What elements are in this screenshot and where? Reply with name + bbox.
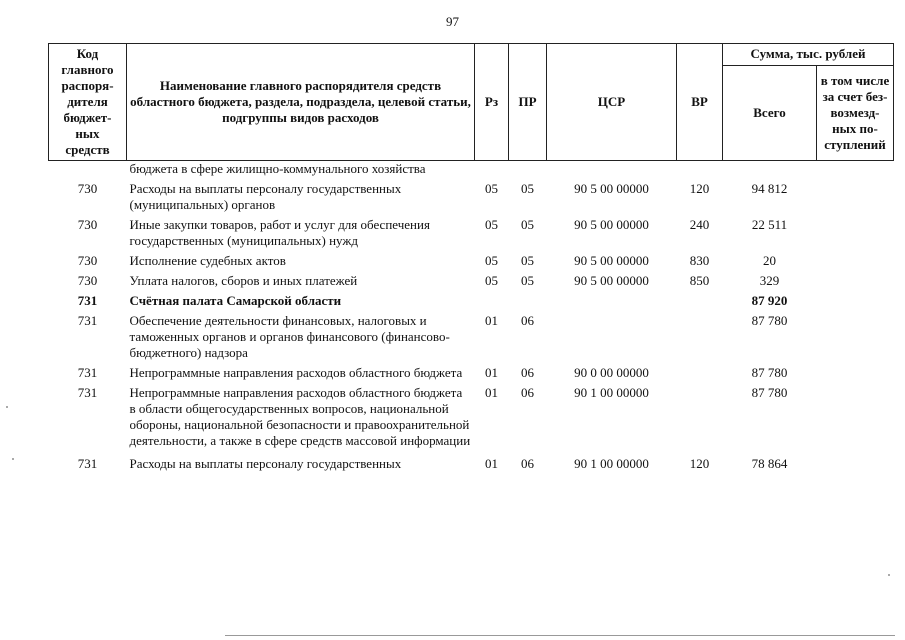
cell-vr: 240: [689, 217, 710, 232]
cell-code: 731: [77, 313, 98, 328]
header-rz: Рз: [475, 44, 509, 161]
cell-vr: 850: [689, 273, 710, 288]
cell-name: Счётная палата Самарской области: [129, 293, 342, 308]
budget-table: [48, 43, 894, 475]
cell-grants: [817, 216, 894, 252]
cell-csr: [547, 161, 677, 181]
cell-total: 87 780: [751, 365, 788, 380]
header-sum: Сумма, тыс. рублей: [723, 44, 894, 66]
cell-code: 731: [77, 293, 98, 308]
cell-grants: [817, 180, 894, 216]
cell-vr: [677, 364, 723, 384]
cell-csr: 90 1 00 00000: [574, 456, 649, 471]
cell-rz: 05: [485, 217, 498, 232]
cell-total: [723, 161, 817, 181]
cell-csr: 90 1 00 00000: [574, 385, 649, 400]
cell-pr: 06: [521, 365, 534, 380]
cell-grants: [817, 312, 894, 364]
header-csr: ЦСР: [547, 44, 677, 161]
cell-csr: 90 5 00 00000: [574, 253, 649, 268]
table-row: [49, 180, 894, 216]
cell-csr: [547, 292, 677, 312]
cell-vr: 120: [689, 181, 710, 196]
cell-grants: [817, 292, 894, 312]
table-row: [49, 384, 894, 452]
cell-name: Иные закупки товаров, работ и услуг для обеспечения государственных (муниципальных) нужд: [129, 217, 430, 248]
cell-pr: 06: [521, 313, 534, 328]
table-header: [49, 44, 894, 161]
cell-rz: [475, 161, 509, 181]
cell-rz: 01: [485, 456, 498, 471]
cell-name: Расходы на выплаты персоналу государственных (муниципальных) органов: [129, 181, 402, 212]
cell-vr: 120: [689, 456, 710, 471]
cell-csr: 90 5 00 00000: [574, 217, 649, 232]
table-row: [49, 161, 894, 181]
cell-vr: [677, 292, 723, 312]
table-row: [49, 216, 894, 252]
cell-name: Уплата налогов, сборов и иных платежей: [129, 273, 358, 288]
cell-code: 730: [77, 273, 98, 288]
cell-vr: [677, 161, 723, 181]
table-row: [49, 272, 894, 292]
cell-pr: [509, 292, 547, 312]
cell-grants: [817, 364, 894, 384]
cell-vr: [677, 384, 723, 452]
header-pr: ПР: [509, 44, 547, 161]
cell-code: 730: [77, 181, 98, 196]
cell-csr: 90 5 00 00000: [574, 181, 649, 196]
cell-rz: 05: [485, 181, 498, 196]
cell-total: 22 511: [751, 217, 788, 232]
header-name: Наименование главного распорядителя средств областного бюджета, раздела, подраздела, целевой статьи, подгруппы видов расходов: [127, 44, 475, 161]
cell-name: Непрограммные направления расходов областного бюджета: [129, 365, 463, 380]
table-row: [49, 252, 894, 272]
table-row-department: [49, 292, 894, 312]
table-row: [49, 364, 894, 384]
cell-csr: [547, 312, 677, 364]
cell-rz: 01: [485, 385, 498, 400]
header-vr: ВР: [677, 44, 723, 161]
cell-total: 329: [759, 273, 780, 288]
scan-speck: [12, 458, 14, 460]
cell-total: 94 812: [751, 181, 788, 196]
cell-total: 87 920: [751, 293, 788, 308]
cell-code: 731: [77, 385, 98, 400]
cell-pr: 05: [521, 273, 534, 288]
table-row: [49, 312, 894, 364]
header-total: Всего: [723, 65, 817, 160]
table-body: [49, 161, 894, 476]
cell-csr: 90 0 00 00000: [574, 365, 649, 380]
cell-code: 731: [77, 365, 98, 380]
cell-code: 730: [77, 217, 98, 232]
cell-code: [49, 161, 127, 181]
cell-vr: 830: [689, 253, 710, 268]
cell-grants: [817, 272, 894, 292]
table-row: [49, 452, 894, 475]
cell-grants: [817, 384, 894, 452]
cell-vr: [677, 312, 723, 364]
cell-rz: 05: [485, 273, 498, 288]
cell-pr: 05: [521, 181, 534, 196]
cell-name: Непрограммные направления расходов областного бюджета в области общегосударственных вопросов, национальной обороны, национальной безопасности и правоохранительной деятельности, а также в сфере средств массовой информации: [129, 385, 471, 448]
cell-pr: 05: [521, 217, 534, 232]
page-bottom-rule: [225, 635, 895, 636]
page-number: 97: [446, 14, 459, 29]
cell-rz: [475, 292, 509, 312]
scan-speck: [888, 574, 890, 576]
cell-total: 87 780: [751, 385, 788, 400]
cell-name: Исполнение судебных актов: [129, 253, 286, 268]
scan-speck: [6, 406, 8, 408]
cell-csr: 90 5 00 00000: [574, 273, 649, 288]
cell-code: 731: [77, 456, 98, 471]
cell-pr: 06: [521, 456, 534, 471]
cell-grants: [817, 252, 894, 272]
cell-total: 20: [763, 253, 776, 268]
cell-grants: [817, 452, 894, 475]
header-grants: в том числе за счет без-возмезд-ных по-ступлений: [817, 65, 894, 160]
cell-total: 78 864: [751, 456, 788, 471]
cell-name: бюджета в сфере жилищно-коммунального хозяйства: [129, 161, 426, 176]
cell-name: Обеспечение деятельности финансовых, налоговых и таможенных органов и органов финансового (финансово-бюджетного) надзора: [129, 313, 450, 360]
header-code: Код главного распоря-дителя бюджет-ных средств: [49, 44, 127, 161]
cell-pr: 05: [521, 253, 534, 268]
cell-total: 87 780: [751, 313, 788, 328]
cell-name: Расходы на выплаты персоналу государственных: [129, 456, 402, 471]
cell-pr: [509, 161, 547, 181]
cell-rz: 01: [485, 365, 498, 380]
cell-grants: [817, 161, 894, 181]
cell-code: 730: [77, 253, 98, 268]
cell-rz: 01: [485, 313, 498, 328]
cell-rz: 05: [485, 253, 498, 268]
cell-pr: 06: [521, 385, 534, 400]
